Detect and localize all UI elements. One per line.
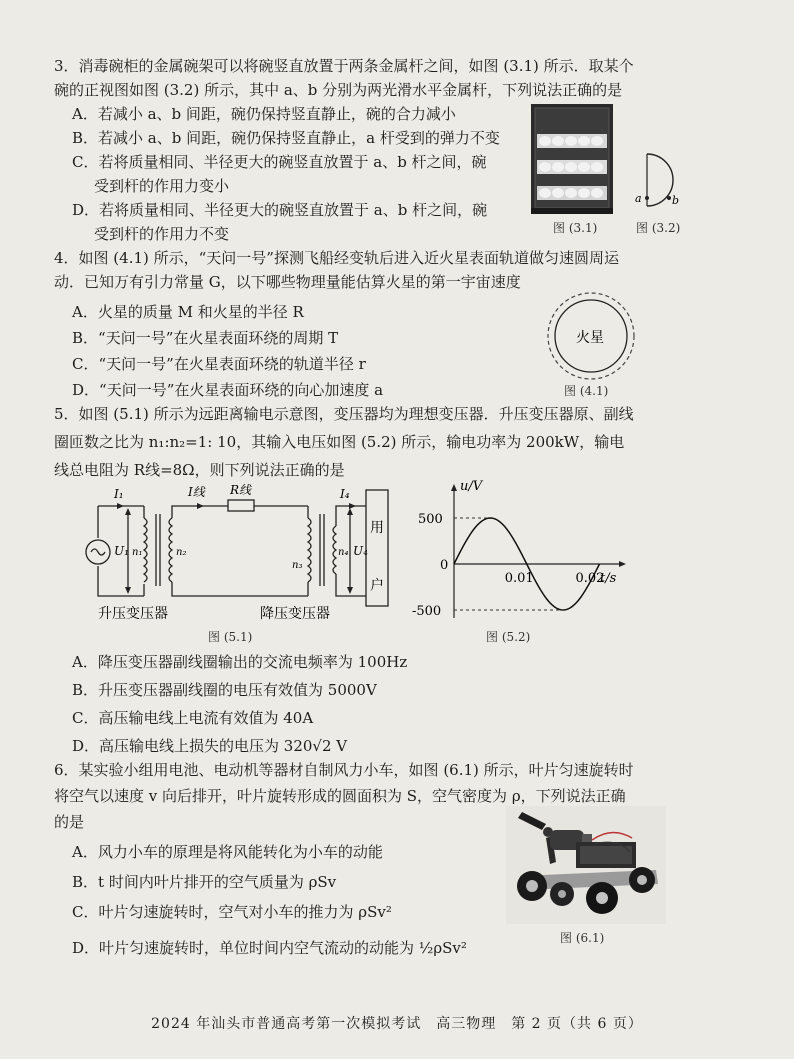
q5-stem-line-2: 圈匝数之比为 n₁:n₂=1: 10，其输入电压如图 (5.2) 所示，输电功率为 200kW，输电 <box>54 433 625 451</box>
label-n4: n₄ <box>338 547 349 558</box>
label-n3: n₃ <box>292 560 303 571</box>
label-i-line: I线 <box>188 485 205 499</box>
question-5 <box>54 402 744 482</box>
mars-orbit-diagram <box>545 290 637 382</box>
q3-option-d: D．若将质量相同、半径更大的碗竖直放置于 a、b 杆之间，碗 <box>72 201 488 219</box>
label-u4: U₄ <box>353 544 368 558</box>
user-label-top: 用 <box>370 520 384 536</box>
q6-option-b: B．t 时间内叶片排开的空气质量为 ρSv <box>72 873 337 891</box>
figure-5-2-caption: 图 (5.2) <box>486 630 531 644</box>
question-5-options <box>54 650 744 758</box>
label-a: a <box>635 192 642 205</box>
label-i4: I₄ <box>340 487 350 501</box>
q4-option-d: D．“天问一号”在火星表面环绕的向心加速度 a <box>72 381 384 399</box>
q6-option-a: A．风力小车的原理是将风能转化为小车的动能 <box>72 843 383 861</box>
bowl-diagram <box>625 150 685 212</box>
voltage-time-chart <box>412 476 628 624</box>
q3-option-b: B．若减小 a、b 间距，碗仍保持竖直静止，a 杆受到的弹力不变 <box>72 129 500 147</box>
label-n2: n₂ <box>176 547 187 558</box>
q5-option-c: C．高压输电线上电流有效值为 40A <box>72 709 314 727</box>
label-i1: I₁ <box>114 487 124 501</box>
figure-6-1-caption: 图 (6.1) <box>560 931 605 945</box>
x-axis-arrow <box>619 561 626 567</box>
label-r-line: R线 <box>230 483 252 497</box>
q3-option-c-cont: 受到杆的作用力变小 <box>94 177 230 195</box>
label-u1: U₁ <box>114 544 129 558</box>
y-tick-label-neg500: -500 <box>412 604 442 619</box>
y-axis-label: u/V <box>460 479 483 494</box>
figure-3-1-caption: 图 (3.1) <box>553 221 598 235</box>
transmission-circuit-diagram <box>84 478 394 624</box>
q4-stem-line-1: 4．如图 (4.1) 所示，“天问一号”探测飞船经变轨后进入近火星表面轨道做匀速圆周运 <box>54 249 619 267</box>
user-label-bottom: 户 <box>370 578 384 594</box>
q3-stem-line-2: 碗的正视图如图 (3.2) 所示，其中 a、b 分别为两光滑水平金属杆，下列说法正确的是 <box>54 81 623 99</box>
q6-option-d: D．叶片匀速旋转时，单位时间内空气流动的动能为 ½ρSv² <box>72 939 467 957</box>
page-footer: 2024 年汕头市普通高考第一次模拟考试 高三物理 第 2 页（共 6 页） <box>151 1016 643 1032</box>
figure-3-2-caption: 图 (3.2) <box>636 221 681 235</box>
q3-option-d-cont: 受到杆的作用力不变 <box>94 225 230 243</box>
x-tick-label-001: 0.01 <box>504 571 534 586</box>
q4-stem-line-2: 动．已知万有引力常量 G，以下哪些物理量能估算火星的第一宇宙速度 <box>54 273 521 291</box>
q4-option-a: A．火星的质量 M 和火星的半径 R <box>72 303 304 321</box>
label-b: b <box>672 194 680 207</box>
q5-stem-line-3: 线总电阻为 R线=8Ω，则下列说法正确的是 <box>54 461 345 479</box>
planet-label: 火星 <box>576 330 604 346</box>
y-axis-arrow <box>451 484 457 491</box>
q4-option-b: B．“天问一号”在火星表面环绕的周期 T <box>72 329 339 347</box>
q6-stem-line-1: 6．某实验小组用电池、电动机等器材自制风力小车，如图 (6.1) 所示，叶片匀速旋转时 <box>54 761 634 779</box>
question-4 <box>54 246 744 402</box>
q3-option-c: C．若将质量相同、半径更大的碗竖直放置于 a、b 杆之间，碗 <box>72 153 487 171</box>
wind-car-image <box>506 806 666 924</box>
q5-option-d: D．高压输电线上损失的电压为 320√2 V <box>72 737 348 755</box>
label-n1: n₁ <box>132 547 143 558</box>
q6-option-c: C．叶片匀速旋转时，空气对小车的推力为 ρSv² <box>72 903 392 921</box>
q5-option-b: B．升压变压器副线圈的电压有效值为 5000V <box>72 681 377 699</box>
dish-cabinet-image <box>531 104 613 214</box>
q3-stem-line-1: 3．消毒碗柜的金属碗架可以将碗竖直放置于两条金属杆之间，如图 (3.1) 所示．取某个 <box>54 57 634 75</box>
figure-5-1-caption: 图 (5.1) <box>208 630 253 644</box>
q5-stem-line-1: 5．如图 (5.1) 所示为远距离输电示意图，变压器均为理想变压器．升压变压器原、副线 <box>54 405 634 423</box>
q6-stem-line-2: 将空气以速度 v 向后排开，叶片旋转形成的圆面积为 S，空气密度为 ρ，下列说法正确 <box>54 787 626 805</box>
q6-stem-line-3: 的是 <box>54 813 85 831</box>
q3-option-a: A．若减小 a、b 间距，碗仍保持竖直静止，碗的合力减小 <box>72 105 456 123</box>
y-tick-label-500: 500 <box>418 512 443 527</box>
step-up-transformer-label: 升压变压器 <box>98 606 168 622</box>
y-tick-label-0: 0 <box>440 558 449 573</box>
x-tick-label-002: 0.02 <box>575 571 605 586</box>
q4-option-c: C．“天问一号”在火星表面环绕的轨道半径 r <box>72 355 366 373</box>
x-axis-label: t/s <box>600 571 617 586</box>
step-down-transformer-label: 降压变压器 <box>260 606 330 622</box>
figure-4-1-caption: 图 (4.1) <box>564 384 609 398</box>
q5-option-a: A．降压变压器副线圈输出的交流电频率为 100Hz <box>72 653 408 671</box>
